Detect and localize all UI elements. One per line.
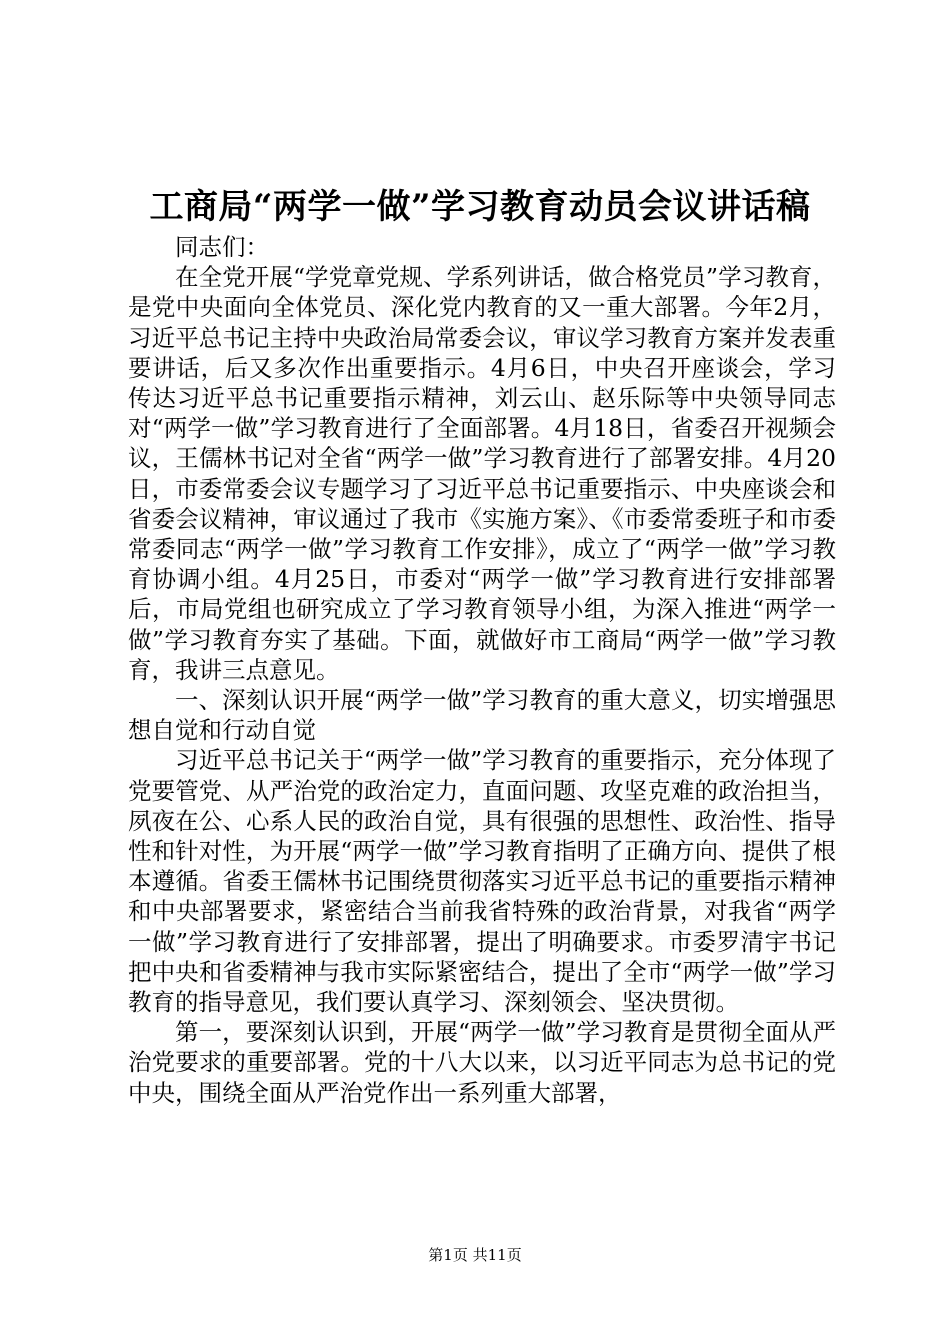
salutation-paragraph: 同志们：: [175, 233, 269, 261]
body-paragraph: 第一，要深刻认识到，开展“两学一做”学习教育是贯彻全面从严治党要求的重要部署。党的十八大以来，以习近平同志为总书记的党中央，围绕全面从严治党作出一系列重大部署，: [128, 1018, 836, 1107]
section-heading-1: 一、深刻认识开展“两学一做”学习教育的重大意义，切实增强思想自觉和行动自觉: [128, 686, 836, 745]
body-paragraph: 习近平总书记关于“两学一做”学习教育的重要指示，充分体现了党要管党、从严治党的政治定力，直面问题、攻坚克难的政治担当，夙夜在公、心系人民的政治自觉，具有很强的思想性、政治性、指导性和针对性，为开展“两学一做”学习教育指明了正确方向、提供了根本遵循。省委王儒林书记围绕贯彻落实习近平总书记的重要指示精神和中央部署要求，紧密结合当前我省特殊的政治背景，对我省“两学一做”学习教育进行了安排部署，提出了明确要求。市委罗清宇书记把中央和省委精神与我市实际紧密结合，提出了全市“两学一做”学习教育的指导意见，我们要认真学习、深刻领会、坚决贯彻。: [128, 746, 836, 1017]
page-footer: 第1页 共11页: [428, 1246, 522, 1264]
intro-paragraph: 在全党开展“学党章党规、学系列讲话，做合格党员”学习教育，是党中央面向全体党员、深化党内教育的又一重大部署。今年2月，习近平总书记主持中央政治局常委会议，审议学习教育方案并发表重要讲话，后又多次作出重要指示。4月6日，中央召开座谈会，学习传达习近平总书记重要指示精神，刘云山、赵乐际等中央领导同志对“两学一做”学习教育进行了全面部署。4月18日，省委召开视频会议，王儒林书记对全省“两学一做”学习教育进行了部署安排。4月20日，市委常委会议专题学习了习近平总书记重要指示、中央座谈会和省委会议精神，审议通过了我市《实施方案》、《市委常委班子和市委常委同志“两学一做”学习教育工作安排》，成立了“两学一做”学习教育协调小组。4月25日，市委对“两学一做”学习教育进行安排部署后，市局党组也研究成立了学习教育领导小组，为深入推进“两学一做”学习教育夯实了基础。下面，就做好市工商局“两学一做”学习教育，我讲三点意见。: [128, 263, 836, 684]
document-title: 工商局“两学一做”学习教育动员会议讲话稿: [149, 187, 811, 227]
document-body: [128, 232, 836, 1108]
